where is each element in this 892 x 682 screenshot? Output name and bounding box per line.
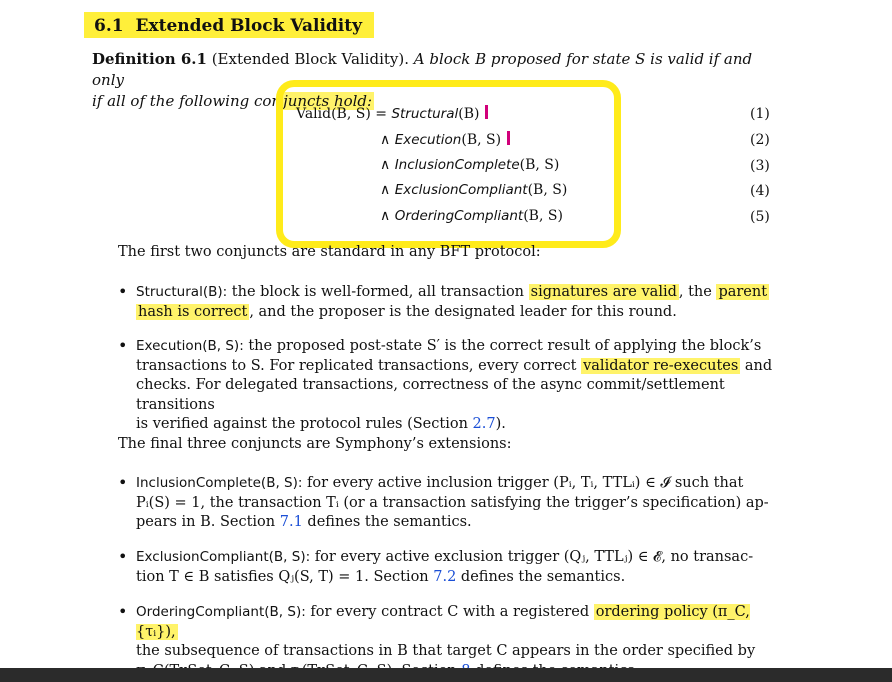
equation-1-fn: Structural xyxy=(391,106,459,122)
equation-1-args: (B) xyxy=(458,106,480,122)
section-link[interactable]: 2.7 xyxy=(472,416,496,432)
bottom-bar xyxy=(0,668,892,682)
definition-label: Definition 6.1 xyxy=(92,50,207,68)
equation-3-args: (B, S) xyxy=(519,157,560,173)
bullet-execution-text: ). xyxy=(495,416,506,432)
bullet-execution xyxy=(136,337,781,435)
equation-4-args: (B, S) xyxy=(527,182,568,198)
highlight-hash: hash is correct xyxy=(138,303,248,320)
bullet-dot: • xyxy=(118,336,128,355)
equation-4-number: (4) xyxy=(750,183,770,199)
bullet-ordering-text: for every contract C with a registered xyxy=(310,604,594,620)
bullet-exclusion-text: for every active exclusion trigger (Qⱼ, TTLⱼ) ∈ 𝓔, no transac- xyxy=(314,549,754,565)
bullet-inclusion-text: for every active inclusion trigger (Pᵢ, Tᵢ, TTLᵢ) ∈ 𝓘 such that xyxy=(307,475,744,491)
bullet-exclusion-text: defines the semantics. xyxy=(456,568,626,585)
bullet-execution-text: and xyxy=(740,357,773,374)
definition-text-2-highlight: juncts hold: xyxy=(283,92,373,110)
highlight-validator: validator re-executes xyxy=(583,357,739,374)
equation-2-lhs: ∧ xyxy=(380,132,391,148)
change-marker xyxy=(507,131,510,145)
highlight-ordering-policy: ordering policy (π_C, {τᵢ}), xyxy=(136,604,750,640)
equation-5 xyxy=(380,208,563,224)
bullet-dot: • xyxy=(118,282,128,301)
bullet-structural xyxy=(136,283,781,322)
bullet-execution-text: the proposed post-state S′ is the correct result of applying the block’s xyxy=(248,338,762,354)
section-link[interactable]: 7.1 xyxy=(279,514,303,530)
bullet-structural-text: , the xyxy=(678,284,717,300)
section-title: Extended Block Validity xyxy=(135,16,362,36)
section-link[interactable]: 7.2 xyxy=(433,568,457,585)
equation-4-fn: ExclusionCompliant xyxy=(394,182,528,198)
equation-2-fn: Execution xyxy=(394,132,462,148)
bullet-inclusion-text: pears in B. Section xyxy=(136,514,280,530)
bullet-structural-fn: Structural(B): xyxy=(136,284,228,300)
bullet-inclusion-text: Pᵢ(S) = 1, the transaction Tᵢ (or a transaction satisfying the trigger’s specification) ap- xyxy=(136,494,769,511)
equation-3-number: (3) xyxy=(750,158,770,174)
equation-5-number: (5) xyxy=(750,209,770,225)
bullet-ordering-text: the subsequence of transactions in B that target C appears in the order specified by xyxy=(136,643,756,659)
bullet-structural-text: , and the proposer is the designated leader for this round. xyxy=(249,303,677,320)
equation-3-fn: InclusionComplete xyxy=(394,157,520,173)
section-heading xyxy=(84,12,374,38)
bullet-exclusion-text: tion T ∈ B satisfies Qⱼ(S, T) = 1. Section xyxy=(136,568,434,585)
left-gutter xyxy=(0,0,68,682)
bullet-execution-fn: Execution(B, S): xyxy=(136,338,244,354)
bullet-inclusion-fn: InclusionComplete(B, S): xyxy=(136,475,303,491)
bullet-dot: • xyxy=(118,547,128,566)
bullet-dot: • xyxy=(118,473,128,492)
bullet-exclusion-fn: ExclusionCompliant(B, S): xyxy=(136,549,311,565)
equation-1-number: (1) xyxy=(750,106,770,122)
equation-2 xyxy=(380,131,510,148)
equation-1-lhs: Valid(B, S) = xyxy=(296,106,387,122)
equation-1 xyxy=(296,105,488,122)
equation-5-lhs: ∧ xyxy=(380,208,391,224)
bullet-exclusion xyxy=(136,548,781,587)
bullet-execution-text: transactions to S. For replicated transactions, every correct xyxy=(136,357,582,374)
bullet-ordering-fn: OrderingCompliant(B, S): xyxy=(136,604,306,620)
equation-3 xyxy=(380,157,559,173)
definition-text-2: if all of the following con xyxy=(92,92,282,110)
bullet-inclusion xyxy=(136,474,781,533)
equation-2-args: (B, S) xyxy=(461,132,502,148)
equation-3-lhs: ∧ xyxy=(380,157,391,173)
bullet-dot: • xyxy=(118,602,128,621)
equation-5-args: (B, S) xyxy=(523,208,563,224)
definition-paren: (Extended Block Validity). xyxy=(211,50,410,68)
equation-4 xyxy=(380,182,567,198)
definition-text-1: A block B proposed for state S is valid if and only xyxy=(92,50,753,89)
paragraph-standard: The first two conjuncts are standard in any BFT protocol: xyxy=(118,244,541,260)
equation-5-fn: OrderingCompliant xyxy=(394,208,524,224)
change-marker xyxy=(485,105,488,119)
section-number: 6.1 xyxy=(94,16,124,36)
paragraph-extensions: The final three conjuncts are Symphony’s extensions: xyxy=(118,436,512,452)
equation-4-lhs: ∧ xyxy=(380,182,391,198)
bullet-execution-text: checks. For delegated transactions, correctness of the async commit/settlement transitions xyxy=(136,377,725,413)
highlight-parent: parent xyxy=(718,284,768,300)
bullet-execution-text: is verified against the protocol rules (Section xyxy=(136,416,473,432)
bullet-structural-text: the block is well-formed, all transaction xyxy=(231,284,529,300)
bullet-inclusion-text: defines the semantics. xyxy=(302,514,472,530)
equation-2-number: (2) xyxy=(750,132,770,148)
highlight-signatures: signatures are valid xyxy=(530,284,677,300)
